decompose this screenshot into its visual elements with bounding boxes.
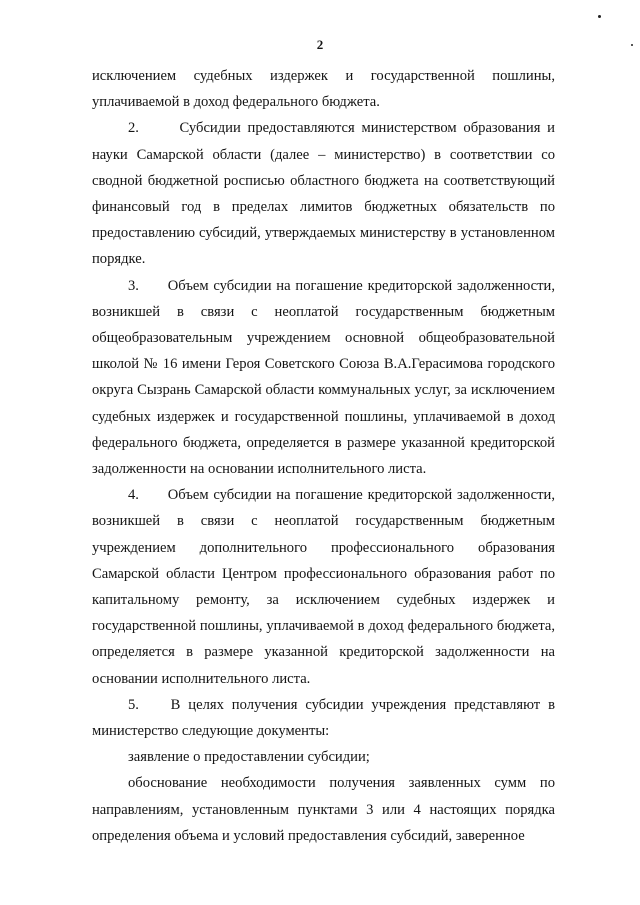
paragraph-item-5: 5. В целях получения субсидии учреждения представляют в министерство следующие документы: <box>92 696 555 740</box>
paragraph-item-2: 2. Субсидии предоставляются министерством образования и науки Самарской области (далее – министерство) в соответствии со сводной бюджетной росписью областного бюджета на соответствующий финансовый год в пределах лимитов бюджетных обязательств по предоставлению субсидий, утверждаемых министерству в установленном порядке. <box>92 120 555 268</box>
document-body <box>92 63 555 849</box>
paragraph-item-4: 4. Объем субсидии на погашение кредиторской задолженности, возникшей в связи с неоплатой государственным бюджетным учреждением дополнительного профессионального образования Самарской области Центром профессионального образования работ по капитальному ремонту, за исключением судебных издержек и государственной пошлины, уплачиваемой в доход федерального бюджета, определяется в размере указанной кредиторской задолженности на основании исполнительного листа. <box>92 487 555 687</box>
document-list-item-application: заявление о предоставлении субсидии; <box>128 749 370 766</box>
paragraph-continuation: исключением судебных издержек и государственной пошлины, уплачиваемой в доход федерального бюджета. <box>92 68 555 111</box>
paragraph-item-3: 3. Объем субсидии на погашение кредиторской задолженности, возникшей в связи с неоплатой государственным бюджетным общеобразовательным учреждением основной общеобразовательной школой № 16 имени Героя Советского Союза В.А.Герасимова городского округа Сызрань Самарской области коммунальных услуг, за исключением судебных издержек и государственной пошлины, уплачиваемой в доход федерального бюджета, определяется в размере указанной кредиторской задолженности на основании исполнительного листа. <box>92 277 555 478</box>
scan-speck <box>598 15 601 18</box>
document-list-item-justification: обоснование необходимости получения заявленных сумм по направлениям, установленным пунктами 3 или 4 настоящих порядка определения объема и условий предоставления субсидий, заверенное <box>92 775 555 844</box>
page-number: 2 <box>316 37 324 52</box>
